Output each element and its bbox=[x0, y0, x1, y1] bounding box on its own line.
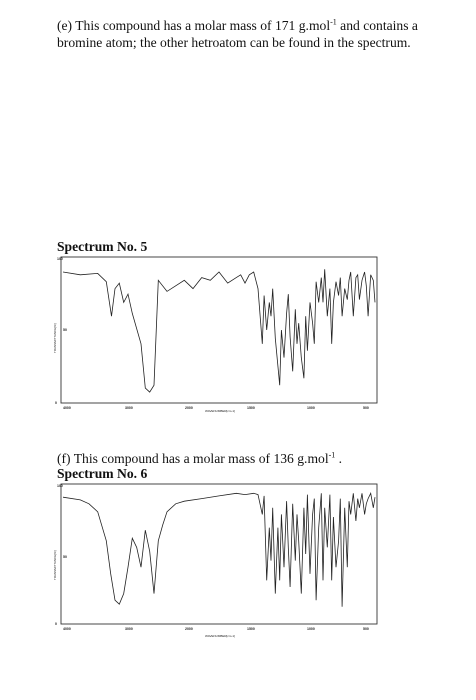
spectrum-5-title: Spectrum No. 5 bbox=[57, 239, 148, 254]
spectrum-6-y-bottom: 0 bbox=[55, 622, 57, 626]
question-f-text-b: . bbox=[335, 451, 343, 466]
question-f-text-a: This compound has a molar mass of 136 g.mol bbox=[73, 451, 329, 466]
spectrum-5-x-tick: 3000 bbox=[125, 406, 133, 410]
spectrum-5-x-label: WAVENUMBER[cm-1] bbox=[205, 409, 235, 413]
spectrum-6-x-tick: 3000 bbox=[125, 627, 133, 631]
spectrum-6-x-tick: 1000 bbox=[307, 627, 315, 631]
spectrum-6-x-tick: 500 bbox=[363, 627, 369, 631]
spectrum-5-x-tick: 1500 bbox=[247, 406, 255, 410]
spectrum-5-x-tick: 4000 bbox=[63, 406, 71, 410]
spectrum-5-svg bbox=[53, 253, 382, 413]
spectrum-6-x-label: WAVENUMBER[cm-1] bbox=[205, 634, 235, 638]
spectrum-6-title: Spectrum No. 6 bbox=[57, 466, 148, 481]
spectrum-6-x-tick: 1500 bbox=[247, 627, 255, 631]
spectrum-6-x-tick: 4000 bbox=[63, 627, 71, 631]
question-e-text-a: This compound has a molar mass of 171 g.mol bbox=[75, 18, 331, 33]
spectrum-6-trace bbox=[63, 493, 375, 607]
spectrum-6-x-ticks bbox=[63, 627, 369, 631]
question-e-label: (e) bbox=[57, 18, 73, 33]
spectrum-5-x-tick: 1000 bbox=[307, 406, 315, 410]
spectrum-6-svg bbox=[53, 480, 382, 640]
spectrum-6-y-top: 100 bbox=[57, 484, 63, 488]
spectrum-5-x-tick: 2000 bbox=[185, 406, 193, 410]
spectrum-5-y-label: TRANSMITTANCE[%] bbox=[53, 323, 57, 353]
spectrum-6-y-mid: 50 bbox=[63, 555, 67, 559]
question-f-label: (f) bbox=[57, 451, 71, 466]
question-e-superscript: -1 bbox=[330, 17, 337, 27]
spectrum-5-y-bottom: 0 bbox=[55, 401, 57, 405]
spectrum-5-trace bbox=[63, 269, 375, 392]
question-e-text bbox=[57, 18, 437, 51]
spectrum-6-y-label: TRANSMITTANCE[%] bbox=[53, 550, 57, 580]
question-e-text-b: and contains a bromine atom; the other hetroatom can be found in the spectrum. bbox=[57, 18, 418, 50]
spectrum-5-y-mid: 50 bbox=[63, 328, 67, 332]
question-f-superscript: -1 bbox=[328, 450, 336, 460]
spectrum-5-frame bbox=[61, 257, 377, 403]
spectrum-6-x-tick: 2000 bbox=[185, 627, 193, 631]
spectrum-6-plot bbox=[53, 480, 382, 640]
spectrum-5-plot bbox=[53, 253, 382, 413]
spectrum-5-y-top: 100 bbox=[57, 257, 63, 261]
spectrum-5-x-tick: 500 bbox=[363, 406, 369, 410]
